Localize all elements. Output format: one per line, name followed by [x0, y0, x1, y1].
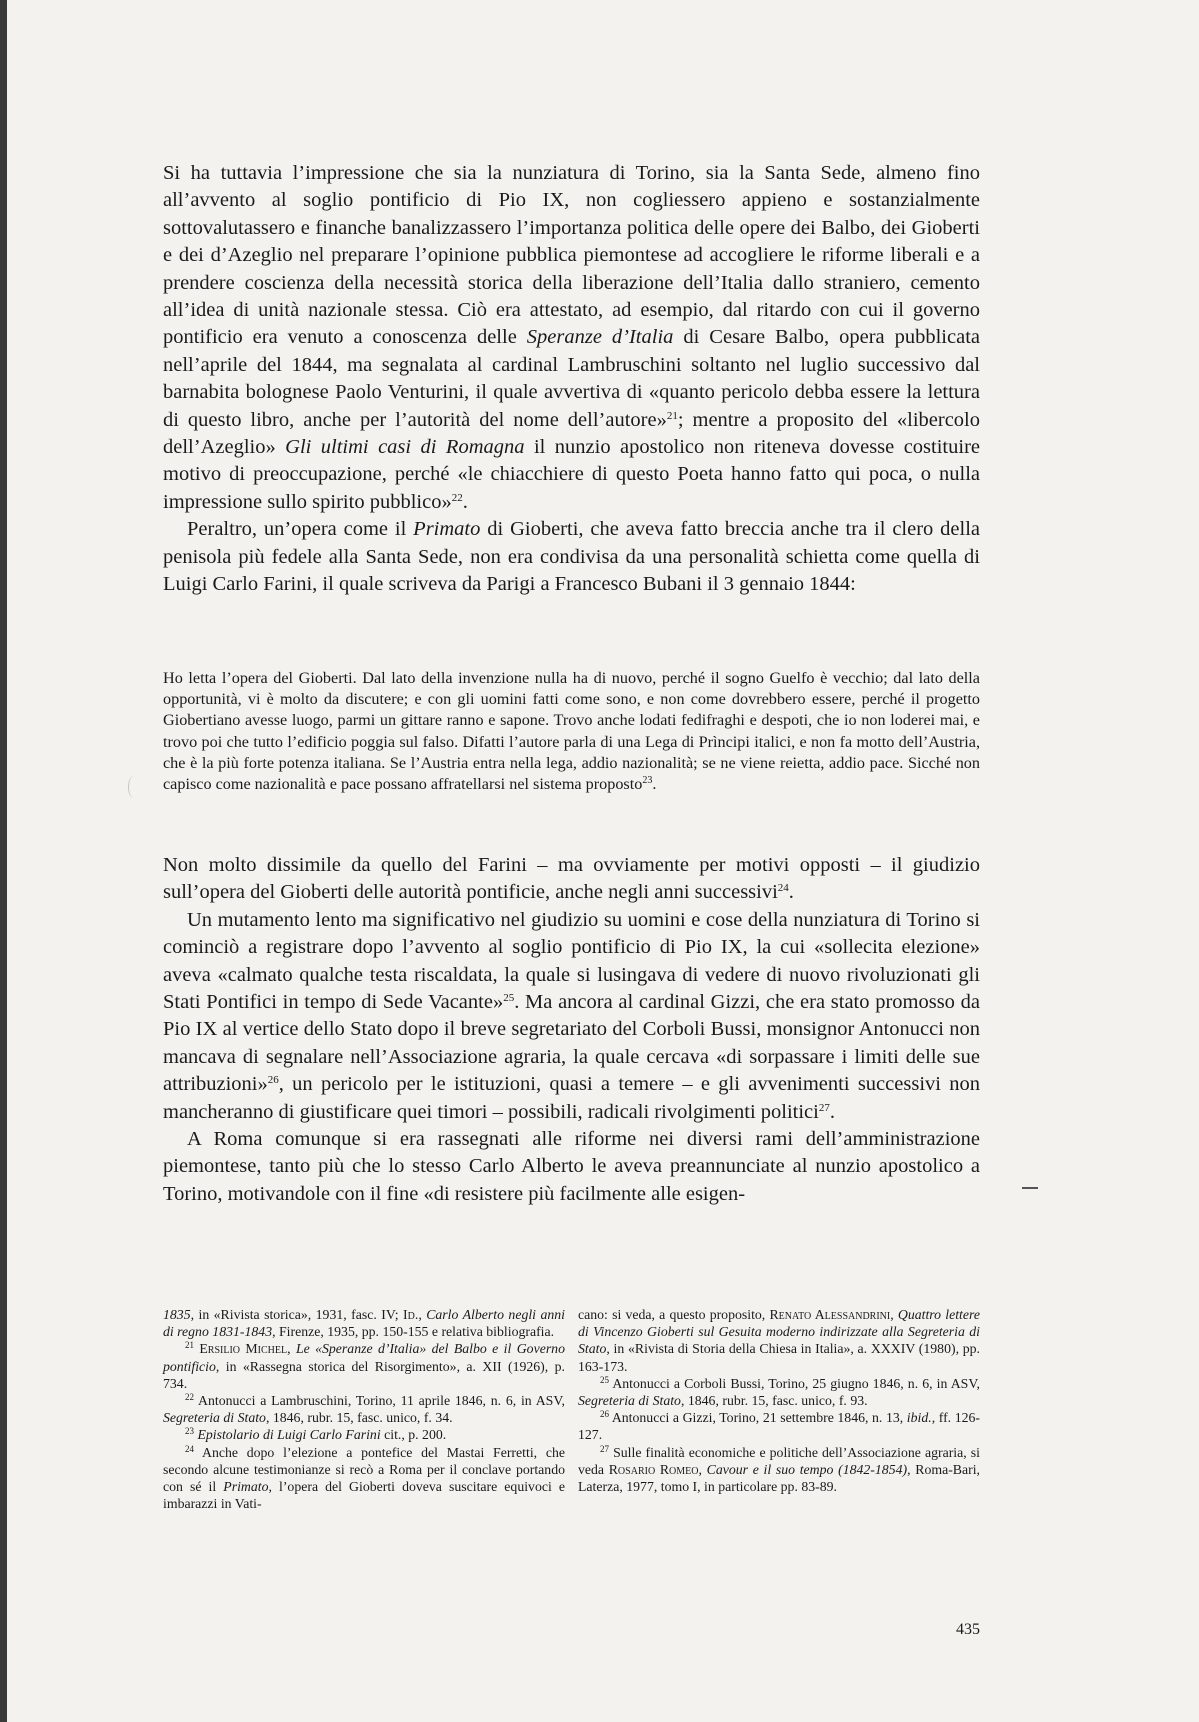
footnote-ref[interactable]: 27 [818, 1101, 830, 1114]
margin-mark [128, 776, 139, 798]
page-number: 435 [956, 1621, 980, 1638]
footnote-22: $^{22}$ Antonucci a Lambruschini, Torino, 11 aprile 1846, n. 6, in ASV, Segreteria di Stato, 1846, rubr. 15, fasc. unico, f. 34. [163, 1392, 565, 1426]
footnote-24-continuation: cano: si veda, a questo proposito, Renato Alessandrini, Quattro lettere di Vincenzo Gioberti sul Gesuita moderno indirizzate alla Segreteria di Stato, in «Rivista di Storia della Chiesa in Italia», a. XXXIV (1980), pp. 163-173. [578, 1307, 980, 1374]
footnote-ref[interactable]: 26 [267, 1074, 279, 1087]
footnotes-right-column [578, 1306, 980, 1495]
footnotes-left-column [163, 1306, 565, 1512]
footnote-27: $^{27}$ Sulle finalità economiche e politiche dell’Associazione agraria, si veda Rosario Romeo, Cavour e il suo tempo (1842-1854), Roma-Bari, Laterza, 1977, tomo I, in particolare pp. 83-89. [578, 1443, 980, 1495]
footnote-ref[interactable]: 24 [777, 882, 789, 895]
footnote-26: $^{26}$ Antonucci a Gizzi, Torino, 21 settembre 1846, n. 13, ibid., ff. 126-127. [578, 1409, 980, 1443]
footnote-24: $^{24}$ Anche dopo l’elezione a pontefice del Mastai Ferretti, che secondo alcune testimonianze si recò a Roma per il conclave portando con sé il Primato, l’opera del Gioberti doveva suscitare equivoci e imbarazzi in Vati- [163, 1443, 565, 1512]
main-text-lower [163, 852, 980, 1208]
footnote-21: $^{21}$ Ersilio Michel, Le «Speranze d’Italia» del Balbo e il Governo pontificio, in «Rassegna storica del Risorgimento», a. XII (1926), p. 734. [163, 1340, 565, 1391]
footnote-25: $^{25}$ Antonucci a Corboli Bussi, Torino, 25 giugno 1846, n. 6, in ASV, Segreteria di Stato, 1846, rubr. 15, fasc. unico, f. 93. [578, 1374, 980, 1409]
footnote-ref[interactable]: 23 [642, 775, 653, 787]
footnote-continuation: 1835, in «Rivista storica», 1931, fasc. IV; Id., Carlo Alberto negli anni di regno 1831-1843, Firenze, 1935, pp. 150-155 e relativa bibliografia. [163, 1307, 565, 1340]
footnote-23: $^{23}$ Epistolario di Luigi Carlo Farini cit., p. 200. [185, 1426, 447, 1443]
binding-shadow [0, 0, 7, 1722]
paragraph-1: Si ha tuttavia l’impressione che sia la nunziatura di Torino, sia la Santa Sede, almeno fino all’avvento al soglio pontificio di Pio IX, non cogliessero appieno e sostanzialmente sottovalutassero e finanche banalizzassero l’importanza politica delle opere dei Balbo, dei Gioberti e dei d’Azeglio nel preparare l’opinione pubblica piemontese ad accogliere le riforme liberali e a prendere coscienza della necessità storica della liberazione dell’Italia dallo straniero, cemento all’idea di unità nazionale stessa. Ciò era attestato, ad esempio, dal ritardo con cui il governo pontificio era venuto a conoscenza delle Speranze d’Italia di Cesare Balbo, opera pubblicata nell’aprile del 1844, ma segnalata al cardinal Lambruschini soltanto nel luglio successivo dal barnabita bolognese Paolo Venturini, il quale avvertiva di «quanto pericolo debba essere la lettura di questo libro, anche per l’autorità del nome dell’autore»$^{21}$; mentre a proposito del «libercolo dell’Azeglio» Gli ultimi casi di Romagna il nunzio apostolico non riteneva dovesse costituire motivo di preoccupazione, perché «le chiacchiere di questo Poeta hanno fatto qui poca, o nulla impressione sullo spirito pubblico»$^{22}$. [163, 162, 981, 513]
paragraph-3: Non molto dissimile da quello del Farini – ma ovviamente per motivi opposti – il giudizio sull’opera del Gioberti delle autorità pontificie, anche negli anni successivi$^{24}$. [163, 854, 980, 904]
footnote-ref[interactable]: 21 [666, 409, 678, 422]
paragraph-4: Un mutamento lento ma significativo nel giudizio su uomini e cose della nunziatura di Torino si cominciò a registrare dopo l’avvento al soglio pontificio di Pio IX, la cui «sollecita elezione» aveva «calmato qualche testa riscaldata, la quale si lusingava di vedere di nuovo rivoluzionati gli Stati Pontifici in tempo di Sede Vacante»$^{25}$. Ma ancora al cardinal Gizzi, che era stato promosso da Pio IX al vertice dello Stato dopo il breve segretariato del Corboli Bussi, monsignor Antonucci non mancava di segnalare nell’Associazione agraria, la quale cercava «di sorpassare i limiti delle sue attribuzioni»$^{26}$, un pericolo per le istituzioni, quasi a temere – e gli avvenimenti successivi non mancheranno di giustificare quei timori – possibili, radicali rivolgimenti politici$^{27}$. [163, 908, 980, 1123]
margin-dash [1022, 1187, 1038, 1189]
footnote-ref[interactable]: 22 [451, 491, 463, 504]
paragraph-2: Peraltro, un’opera come il Primato di Gioberti, che aveva fatto breccia anche tra il clero della penisola più fedele alla Santa Sede, non era condivisa da una personalità schietta come quella di Luigi Carlo Farini, il quale scriveva da Parigi a Francesco Bubani il 3 gennaio 1844: [163, 518, 981, 596]
main-text-upper [163, 160, 980, 599]
paragraph-5: A Roma comunque si era rassegnati alle riforme nei diversi rami dell’amministrazione piemontese, tanto più che lo stesso Carlo Alberto le aveva preannunciate al nunzio apostolico a Torino, motivandole con il fine «di resistere più facilmente alle esigen- [163, 1128, 980, 1205]
block-quote: Ho letta l’opera del Gioberti. Dal lato della invenzione nulla ha di nuovo, perché il sogno Guelfo è vecchio; dal lato della opportunità, vi è molto da discutere; e con gli uomini fatti come sono, e non come dovrebbero essere, perché il progetto Giobertiano avesse luogo, parmi un gittare ranno e sapone. Trovo anche lodati fedifraghi e despoti, che io non loderei mai, e trovo poi che tutto l’edificio poggia sul falso. Difatti l’autore parla di una Lega di Prìncipi italici, e non fa motto dell’Austria, che è la più forte potenza italiana. Se l’Austria entra nella lega, addio nazionalità; se ne viene reietta, addio pace. Sicché non capisco come nazionalità e pace possano affratellarsi nel sistema proposto$^{23}$. [163, 669, 980, 794]
footnote-ref[interactable]: 25 [503, 992, 515, 1005]
